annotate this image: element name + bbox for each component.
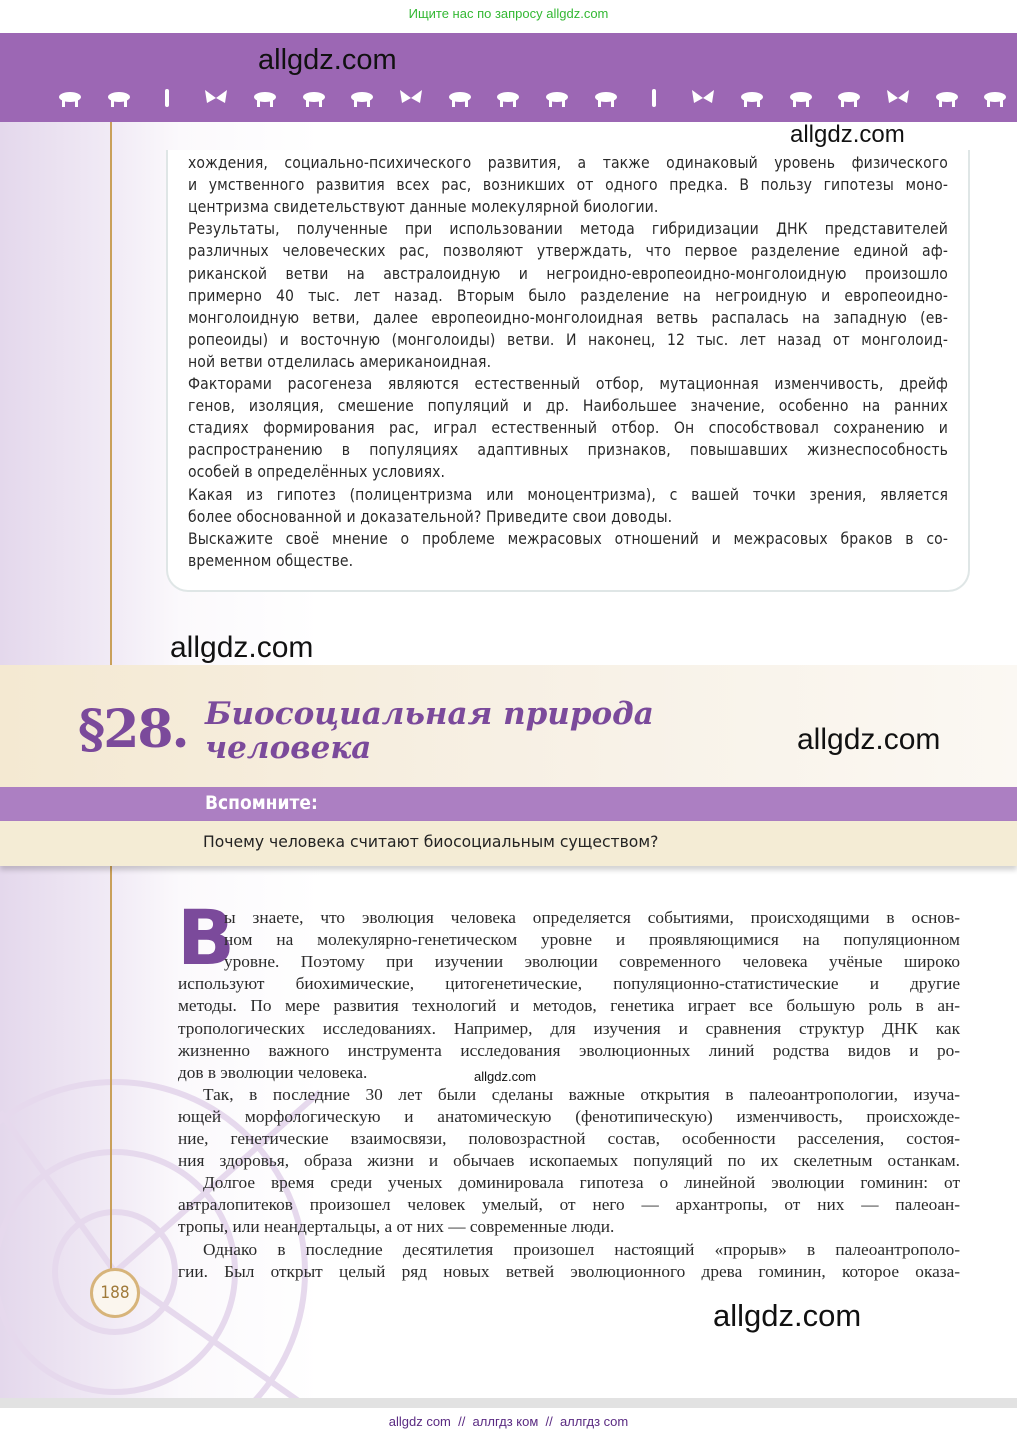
insect-icon — [201, 87, 231, 109]
bison-icon — [834, 87, 864, 109]
text-line: более обоснованной и доказательной? Приведите свои доводы. — [188, 507, 673, 526]
footer-bar — [0, 1398, 1017, 1408]
text-line: монголоидную ветви, далее европеоидно-монголоидная ветвь распалась на западную (ев- — [188, 308, 948, 327]
buffalo-icon — [445, 87, 475, 109]
search-hint: Ищите нас по запросу allgdz.com — [408, 6, 609, 21]
kangaroo-icon — [883, 87, 913, 109]
section-number: §28. — [78, 699, 188, 760]
text-line: методы. По мере развития технологий и методов, генетика играет все большую роль в ан- — [178, 996, 960, 1016]
butterfly-icon — [980, 87, 1010, 109]
text-line: распространению в популяциях адаптивных признаков, повышавших жизнеспособность — [188, 441, 948, 460]
section-title — [205, 697, 654, 765]
drop-cap: В — [177, 893, 235, 982]
text-line: ние, генетические взаимосвязи, половозрастной состав, особенности расселения, состоя- — [178, 1129, 960, 1148]
insect-icon — [786, 87, 816, 109]
text-line: Какая из гипотез (полицентризма или моноцентризма), с вашей точки зрения, является — [188, 485, 948, 504]
text-line: ющей морфологическую и анатомическую (фенотипическую) изменчивость, происхожде- — [178, 1106, 960, 1126]
text-line: ния здоровья, образа жизни и обычаев ископаемых популяций по их скелетным останкам. — [178, 1151, 960, 1171]
butterfly-icon — [396, 87, 426, 109]
text-line: Результаты, полученные при использовании метода гибридизации ДНК представителей — [188, 220, 948, 239]
recall-label: Вспомните: — [205, 792, 318, 814]
recall-question: Почему человека считают биосоциальным существом? — [203, 833, 659, 851]
text-line: и умственного развития всех рас, возникших от одного предка. В пользу гипотезы моно- — [188, 176, 948, 195]
kangaroo-icon — [299, 87, 329, 109]
text-line: различных человеческих рас, позволяют утверждать, что первое разделение единой аф- — [188, 242, 948, 261]
recall-header — [0, 787, 1017, 821]
text-line: хождения, социально-психического развития, а также одинаковый уровень физического — [188, 154, 948, 172]
section-header — [0, 665, 1017, 787]
margin-rule — [110, 866, 112, 1271]
text-line: особей в определённых условиях. — [188, 463, 446, 482]
margin-rule — [110, 122, 112, 665]
scorpion-icon — [493, 87, 523, 109]
text-line: центризма свидетельствуют данные молекулярной биологии. — [188, 198, 659, 217]
recall-question-band — [0, 821, 1017, 866]
dolphin-icon — [55, 87, 85, 109]
hominid-icon — [737, 87, 767, 109]
text-line: риканской ветви на австралоидную и негроидно-европеоидно-монголоидную произошло — [188, 264, 948, 283]
moose-icon — [688, 87, 718, 109]
text-line: используют биохимические, цитогенетические, популяционно-статистические и другие — [178, 974, 960, 994]
text-line: Однако в последние десятилетия произошел настоящий «прорыв» в палеоантрополо- — [203, 1239, 960, 1259]
text-line: стадиях формирования рас, играл естественный отбор. Он способствовал сохранению и — [188, 419, 948, 438]
text-line: Так, в последние 30 лет были сделаны важные открытия в палеоантропологии, изуча- — [203, 1084, 960, 1104]
text-line: тропологических исследованиях. Например, для изучения и сравнения структур ДНК как — [178, 1018, 960, 1038]
watermark: allgdz.com — [474, 1069, 537, 1084]
antelope-icon — [932, 87, 962, 109]
text-line: временном обществе. — [188, 551, 354, 570]
wolf-icon — [542, 87, 572, 109]
text-line: жизненно важного инструмента исследования эволюционных линий родства видов и ро- — [178, 1040, 960, 1060]
text-line: уровне. Поэтому при изучении эволюции современного человека учёные широко — [224, 952, 960, 972]
text-line: генов, изоляция, смешение популяций и др. Наибольшее значение, особенно на ранних — [188, 397, 948, 416]
watermark: allgdz.com — [258, 44, 397, 76]
text-line: автралопитеков произошел человек умелый, от него — архантропы, от них — палеоан- — [178, 1195, 960, 1215]
page-number: 188 — [90, 1268, 140, 1318]
footer-links[interactable]: allgdz com // аллгдз ком // аллгдз com — [388, 1414, 629, 1429]
text-line: Факторами расогенеза являются естественный отбор, мутационная изменчивость, дрейф — [188, 375, 948, 393]
section-title-line: человека — [205, 730, 372, 766]
header-banner — [0, 33, 1017, 122]
discussion-box — [166, 150, 970, 592]
bison-icon — [250, 87, 280, 109]
moose-icon — [104, 87, 134, 109]
watermark: allgdz.com — [713, 1298, 862, 1333]
watermark: allgdz.com — [797, 723, 941, 756]
text-line: ном на молекулярно-генетическом уровне и проявляющимися на популяционном — [224, 930, 960, 950]
text-line: примерно 40 тыс. лет назад. Вторым было разделение на негроидную и европеоидно- — [188, 286, 948, 305]
watermark: allgdz.com — [170, 631, 314, 664]
text-line: Долгое время среди ученых доминировала гипотеза о линейной эволюции гоминин: от — [203, 1173, 960, 1193]
text-line: гии. Был открыт целый ряд новых ветвей эволюционного древа гоминин, которое оказа- — [178, 1261, 960, 1281]
text-line: ной ветви отделилась американоидная. — [188, 352, 492, 371]
bird-icon — [591, 87, 621, 109]
text-line: Выскажите своё мнение о проблеме межрасовых отношений и межрасовых браков в со- — [188, 529, 948, 548]
watermark: allgdz.com — [790, 121, 905, 148]
text-line: ы знаете, что эволюция человека определяется событиями, происходящими в основ- — [224, 908, 960, 927]
dolphin-icon — [639, 87, 669, 109]
text-line: ропеоиды) и восточную (монголоиды) ветви. И наконец, 12 тыс. лет назад от монголоид- — [188, 330, 948, 349]
text-line: тропы, или неандертальцы, а от них — современные люди. — [178, 1217, 615, 1237]
section-title-line: Биосоциальная природа — [205, 696, 654, 732]
antelope-icon — [347, 87, 377, 109]
text-line: дов в эволюции человека. — [178, 1062, 368, 1082]
hominid-icon — [152, 87, 182, 109]
